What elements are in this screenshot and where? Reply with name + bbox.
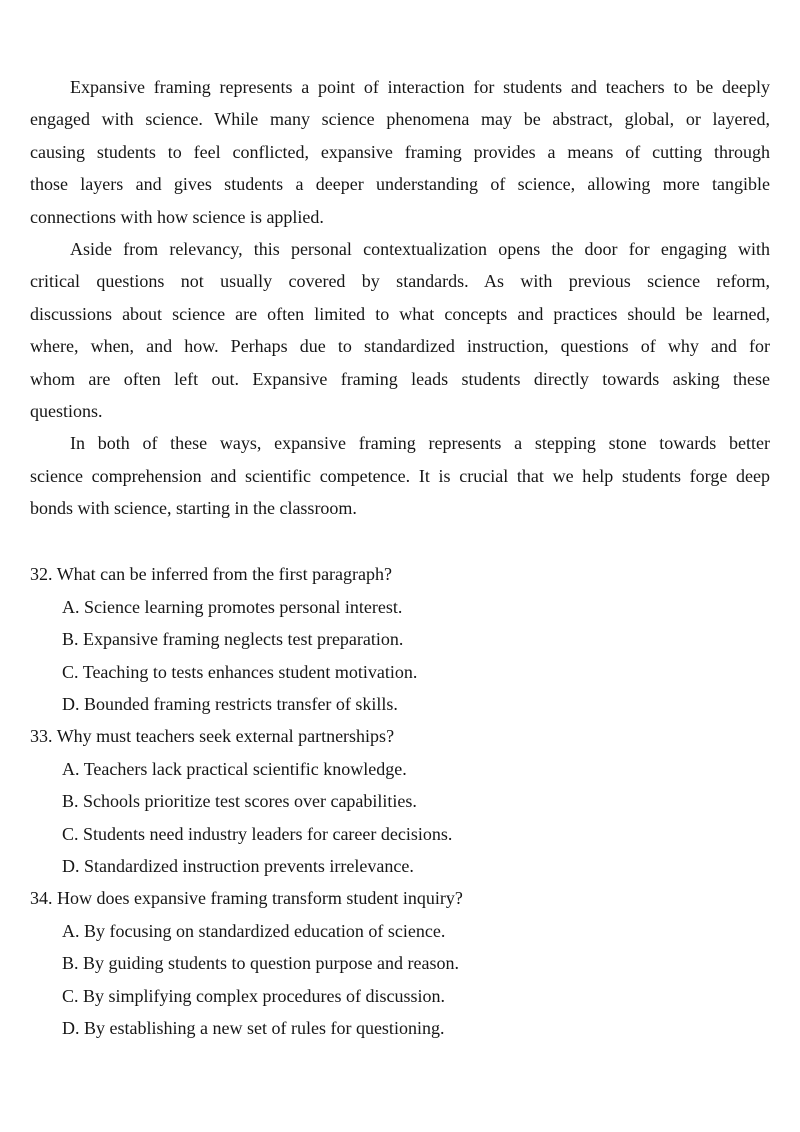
option-text: By establishing a new set of rules for questioning.	[84, 1017, 445, 1038]
option-d[interactable]	[30, 850, 770, 882]
question-text: What can be inferred from the first paragraph?	[56, 564, 393, 585]
passage-line: causing students to feel conflicted, expansive framing provides a means of cutting through	[30, 141, 770, 162]
question-number: 33.	[30, 726, 53, 747]
reading-passage	[30, 71, 770, 524]
option-text: Bounded framing restricts transfer of skills.	[84, 694, 398, 715]
option-text: Standardized instruction prevents irrelevance.	[84, 855, 414, 876]
option-d[interactable]	[30, 688, 770, 720]
option-letter: A.	[62, 596, 80, 617]
passage-line: engaged with science. While many science phenomena may be abstract, global, or layered,	[30, 109, 770, 130]
option-letter: D.	[62, 855, 80, 876]
passage-line: critical questions not usually covered by standards. As with previous science reform,	[30, 271, 770, 292]
option-text: Students need industry leaders for career decisions.	[83, 823, 453, 844]
question-number: 32.	[30, 564, 53, 585]
question-34	[30, 882, 770, 1044]
paragraph-1	[30, 71, 770, 233]
option-text: Teaching to tests enhances student motivation.	[82, 661, 418, 682]
option-text: By simplifying complex procedures of discussion.	[83, 985, 445, 1006]
option-c[interactable]	[30, 818, 770, 850]
passage-line: whom are often left out. Expansive framing leads students directly towards asking these	[30, 368, 770, 389]
passage-line: Aside from relevancy, this personal contextualization opens the door for engaging with	[70, 238, 770, 259]
passage-line: questions.	[30, 400, 103, 421]
question-text: Why must teachers seek external partnerships?	[56, 726, 395, 747]
question-32	[30, 558, 770, 720]
option-a[interactable]	[30, 591, 770, 623]
option-text: Teachers lack practical scientific knowledge.	[83, 758, 407, 779]
passage-line: where, when, and how. Perhaps due to standardized instruction, questions of why and for	[30, 336, 770, 357]
option-text: By focusing on standardized education of science.	[84, 920, 446, 941]
option-b[interactable]	[30, 785, 770, 817]
passage-line: Expansive framing represents a point of interaction for students and teachers to be deeply	[70, 77, 770, 97]
option-a[interactable]	[30, 915, 770, 947]
exam-page	[30, 71, 770, 1044]
option-b[interactable]	[30, 947, 770, 979]
passage-line: In both of these ways, expansive framing represents a stepping stone towards better	[70, 433, 770, 454]
option-a[interactable]	[30, 753, 770, 785]
passage-line: science comprehension and scientific competence. It is crucial that we help students forge deep	[30, 465, 770, 486]
option-text: By guiding students to question purpose and reason.	[83, 953, 459, 974]
option-letter: B.	[62, 791, 79, 812]
question-33	[30, 720, 770, 882]
passage-line: those layers and gives students a deeper understanding of science, allowing more tangible	[30, 174, 770, 195]
option-letter: B.	[62, 629, 79, 650]
option-letter: A.	[62, 920, 80, 941]
option-letter: C.	[62, 985, 79, 1006]
passage-line: discussions about science are often limited to what concepts and practices should be learned,	[30, 303, 770, 324]
passage-line: connections with how science is applied.	[30, 206, 324, 227]
question-stem	[30, 720, 770, 752]
question-text: How does expansive framing transform student inquiry?	[57, 888, 463, 909]
option-c[interactable]	[30, 656, 770, 688]
option-b[interactable]	[30, 623, 770, 655]
paragraph-2	[30, 233, 770, 427]
question-stem	[30, 558, 770, 590]
option-text: Schools prioritize test scores over capabilities.	[83, 791, 417, 812]
question-stem	[30, 882, 770, 914]
option-c[interactable]	[30, 980, 770, 1012]
option-text: Expansive framing neglects test preparation.	[83, 629, 404, 650]
option-letter: B.	[62, 953, 79, 974]
option-d[interactable]	[30, 1012, 770, 1044]
option-letter: D.	[62, 1017, 80, 1038]
question-number: 34.	[30, 888, 53, 909]
paragraph-3	[30, 427, 770, 524]
option-letter: A.	[62, 758, 80, 779]
option-letter: D.	[62, 694, 80, 715]
option-letter: C.	[62, 661, 79, 682]
option-text: Science learning promotes personal interest.	[84, 596, 403, 617]
option-letter: C.	[62, 823, 79, 844]
passage-line: bonds with science, starting in the classroom.	[30, 498, 357, 519]
question-list	[30, 558, 770, 1044]
